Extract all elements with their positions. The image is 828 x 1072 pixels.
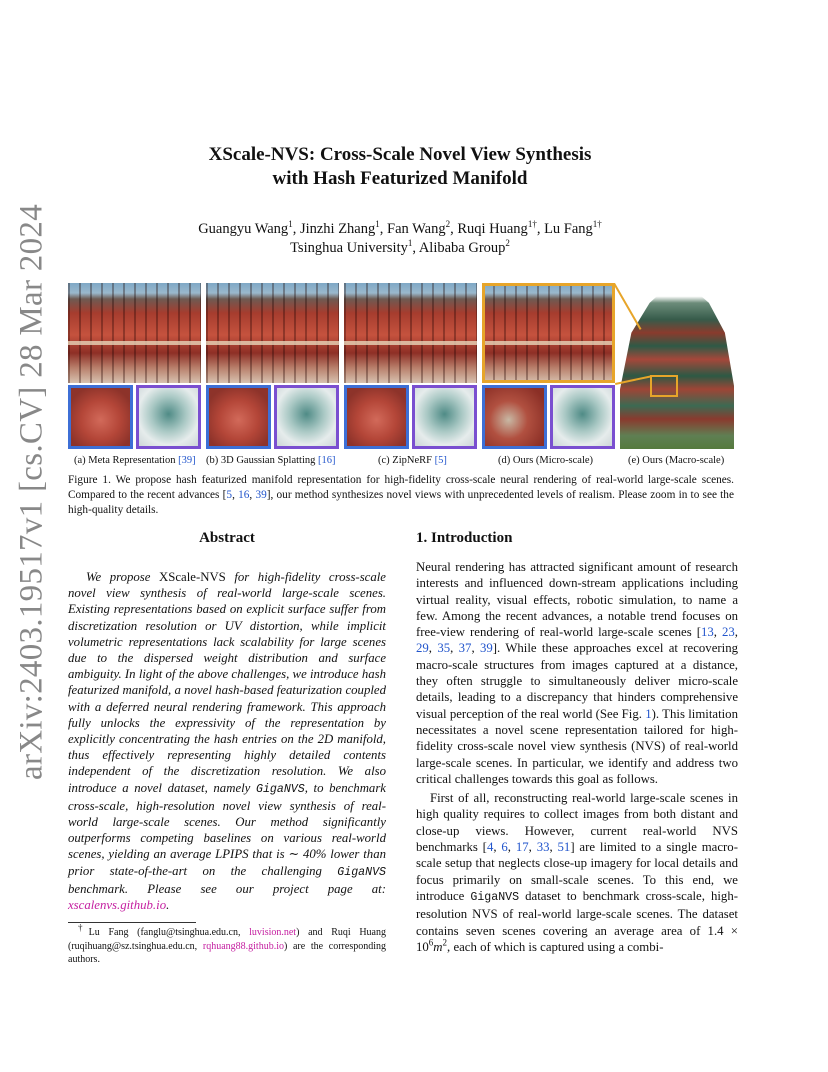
abstract-text: for high-fidelity cross-scale novel view synthesis of real-world large-scale scenes. Existing representations based on explicit surface suffer from discretization resolution or UV distortion, while implicit volumetric representations lack scalability for large scenes due to the dispersed weight distribution and surface ambiguity. In light of the above challenges, we introduce hash featurized manifold, a novel hash-based featurization coupled with a deferred neural rendering framework. This approach fully unlocks the expressivity of the representation by explicitly concentrating the hash entries on the 2D manifold, thus effectively representing highly detailed contents independent of the discretization resolution. We also introduce a novel dataset, namely (68, 570, 386, 795)
zoom-crop-roof (206, 385, 271, 449)
connector-line (613, 283, 641, 330)
intro-text: ] are limited to a single macro-scale setup that neglects close-up imagery for local details and focus primarily on small-scale scenes. To this end, we introduce (416, 840, 738, 903)
zoom-crop-roof (344, 385, 409, 449)
author-sup: 2 (445, 219, 451, 230)
dagger-mark: † (78, 922, 89, 933)
panel-ours-micro (482, 283, 615, 453)
abstract-heading: Abstract (199, 530, 255, 546)
homepage-link[interactable]: rqhuang88.github.io (202, 940, 284, 952)
intro-paragraph-2: First of all, reconstructing real-world large-scale scenes in high quality requires to collect images from both distant and close-up views. However, current real-world NVS benchmarks [4, 6, 17, 33, 51] are limited to a single macro-scale setup that neglects close-up imagery for local details and focus primarily on small-scale scenes. To this end, we introduce GigaNVS dataset to benchmark cross-scale, high-resolution NVS of real-world large-scale scenes. The dataset contains seven scenes covering an average area of $1.4 \times 10^6m^2$, each of which is captured using a combi- (416, 791, 738, 954)
citation-link[interactable]: [39] (178, 455, 196, 466)
abstract-text: . (166, 898, 170, 913)
citation-link[interactable]: 5 (226, 488, 233, 501)
citation-link[interactable]: [16] (318, 455, 336, 466)
citation-link[interactable]: 33 (536, 840, 550, 855)
panel-zipnerf (344, 283, 477, 453)
author-list: Guangyu Wang$^1$, Jinzhi Zhang$^1$, Fan Wang$^2$, Ruqi Huang$^{1\dagger}$, Lu Fang$^{1\dagger}$ (198, 219, 602, 237)
subcaption-b (206, 455, 336, 466)
title-line-1: XScale-NVS: Cross-Scale Novel View Synthesis (208, 144, 592, 165)
figure-1-caption: Figure 1. We propose hash featurized manifold representation for high-fidelity cross-scale neural rendering of real-world large-scale scenes. Compared to the recent advances [5, 16, 39], our method synthesizes novel views with unprecedented levels of realism. Please zoom in to see the high-quality details. (68, 474, 734, 516)
author-sup: 1† (527, 219, 537, 230)
caption-text: Figure 1. We propose hash featurized manifold representation for high-fidelity cross-scale neural rendering of real-world large-scale scenes. Compared to the recent advances [ (68, 474, 734, 501)
dataset-name: GigaNVS (256, 782, 305, 796)
citation-link[interactable]: 51 (557, 840, 571, 855)
zoom-crop-ornament (412, 385, 477, 449)
citation-link[interactable]: 39 (479, 641, 493, 656)
abstract-text: We propose (86, 570, 159, 584)
subfigure-captions (68, 455, 734, 469)
citation-link[interactable]: 37 (458, 641, 472, 656)
exponent: 6 (428, 937, 434, 948)
citation-link[interactable]: 35 (437, 641, 451, 656)
abstract-body (68, 569, 386, 913)
introduction-heading: 1. Introduction (416, 530, 513, 546)
author-block (68, 220, 732, 258)
affiliation-sup: 2 (505, 238, 510, 249)
paper-title (68, 143, 732, 191)
footnote-text: Lu Fang (fanglu@tsinghua.edu.cn, (88, 927, 250, 938)
zoom-crop-roof (68, 385, 133, 449)
author-name: Guangyu Wang (198, 221, 289, 237)
author-name: Ruqi Huang (457, 221, 528, 237)
dataset-name: GigaNVS (470, 890, 520, 904)
zoom-crop-ornament (274, 385, 339, 449)
author-name: Lu Fang (544, 221, 593, 237)
introduction-body (416, 559, 738, 955)
abstract-text: , to benchmark cross-scale, high-resolution novel view synthesis of real-world large-scale scenes. Our method significantly outperforms competing baselines on various real-world scenes, yielding an average LPIPS that is ∼ 40% lower than prior state-of-the-art on the challenging (68, 780, 386, 878)
intro-text: First of all, reconstructing real-world large-scale scenes in high quality requires to collect images from both distant and close-up views. However, current real-world NVS benchmarks [ (416, 791, 738, 855)
subcaption-text: (a) Meta Representation (74, 455, 179, 466)
panel-3d-gaussian-splatting (206, 283, 339, 453)
dataset-name: GigaNVS (337, 865, 386, 879)
subcaption-text: (d) Ours (Micro-scale) (498, 455, 594, 466)
subcaption-c (378, 455, 447, 466)
corresponding-author-footnote (68, 922, 386, 967)
affiliation: Alibaba Group (418, 240, 506, 256)
author-sup: 1 (375, 219, 380, 230)
homepage-link[interactable]: luvision.net (249, 927, 297, 938)
title-line-2: with Hash Featurized Manifold (272, 168, 528, 189)
abstract-text: benchmark. Please see our project page at: (68, 881, 386, 896)
exponent: 2 (442, 937, 448, 948)
intro-text: ). This limitation necessitates a novel scene representation tailored for high-fidelity cross-scale novel view synthesis (NVS) of real-world large-scale scenes. In particular, we identify and address two critical challenges towards this goal as follows. (416, 706, 738, 786)
subcaption-text: (c) ZipNeRF (378, 455, 435, 466)
intro-paragraph-1: Neural rendering has attracted significant amount of research interests and influenced down-stream applications including virtual reality, visual effects, robotic simulation, to name a few. Among the recent advances, a notable trend focuses on free-view rendering of real-world large-scale scenes [13, 23, 29, 35, 37, 39]. While these approaches excel at recovering macro-scale structures from images captured at a distance, they often struggle to simultaneously deliver micro-scale details, leading to a discrepancy that hinders comprehensive visual perception of the real world (See Fig. 1). This limitation necessitates a novel scene representation tailored for high-fidelity cross-scale novel view synthesis (NVS) of real-world large-scale scenes. In particular, we identify and address two critical challenges towards this goal as follows. (416, 560, 739, 786)
intro-text: dataset to benchmark cross-scale, high-resolution NVS of real-world large-scale scenes. The dataset contains seven scenes covering an average area of 1.4 × 10 (416, 888, 738, 954)
panel-meta-representation (68, 283, 201, 453)
citation-link[interactable]: 4 (486, 840, 494, 855)
author-sup: 1 (288, 219, 293, 230)
unit: m (433, 939, 443, 954)
citation-link[interactable]: 16 (238, 488, 250, 501)
figure-link[interactable]: 1 (645, 706, 652, 721)
citation-link[interactable]: 17 (515, 840, 529, 855)
citation-link[interactable]: 29 (416, 641, 429, 656)
subcaption-e (628, 455, 724, 466)
citation-link[interactable]: [5] (434, 455, 447, 466)
citation-link[interactable]: 6 (501, 840, 508, 855)
intro-text: ]. While these approaches excel at recovering macro-scale structures from images captured at a distance, they often struggle to simultaneously deliver micro-scale details, leading to a discrepancy that hinders comprehensive visual perception of the real world (See Fig. (416, 641, 739, 721)
zoom-crop-ornament (550, 385, 615, 449)
footnote-text: ) and Ruqi Huang (ruqihuang@sz.tsinghua.edu.cn, (68, 927, 386, 952)
render-image (344, 283, 477, 383)
caption-text: ], our method synthesizes novel views with unprecedented levels of realism. Please zoom in to see the high-quality details. (68, 488, 734, 516)
render-image (206, 283, 339, 383)
citation-link[interactable]: 23 (722, 625, 735, 640)
render-image (68, 283, 201, 383)
intro-text: , each of which is captured using a combi- (447, 939, 664, 954)
project-page-link[interactable]: xscalenvs.github.io (68, 898, 167, 913)
macro-highlight-box (650, 375, 678, 397)
subcaption-text: (e) Ours (Macro-scale) (628, 455, 725, 466)
zoom-crop-roof (482, 385, 547, 449)
footnote-text: ) are the corresponding authors. (68, 940, 386, 966)
affiliation-sup: 1 (407, 238, 413, 249)
subcaption-text: (b) 3D Gaussian Splatting (206, 455, 318, 466)
author-sup: 1† (592, 219, 602, 230)
citation-link[interactable]: 13 (700, 625, 714, 640)
author-name: Jinzhi Zhang (299, 221, 376, 237)
affiliation-list: Tsinghua University$^1$, Alibaba Group$^2$ (290, 238, 510, 256)
author-name: Fan Wang (387, 221, 446, 237)
subcaption-a (74, 455, 196, 466)
macro-scale-pavilion-image (620, 283, 734, 449)
citation-link[interactable]: 39 (255, 488, 267, 501)
highlight-frame (482, 283, 615, 383)
figure-1-images (68, 283, 734, 453)
subcaption-d (498, 455, 593, 466)
intro-text: Neural rendering has attracted significant amount of research interests and influenced down-stream applications including virtual reality, visual effects, robotic simulation, to name a few. Among the recent advances, a notable trend focuses on free-view rendering of real-world large-scale scenes [ (416, 560, 738, 640)
affiliation: Tsinghua University (290, 240, 408, 256)
zoom-crop-ornament (136, 385, 201, 449)
arxiv-identifier: arXiv:2403.19517v1 [cs.CV] 28 Mar 2024 (13, 204, 50, 780)
method-name: XScale-NVS (158, 570, 226, 584)
